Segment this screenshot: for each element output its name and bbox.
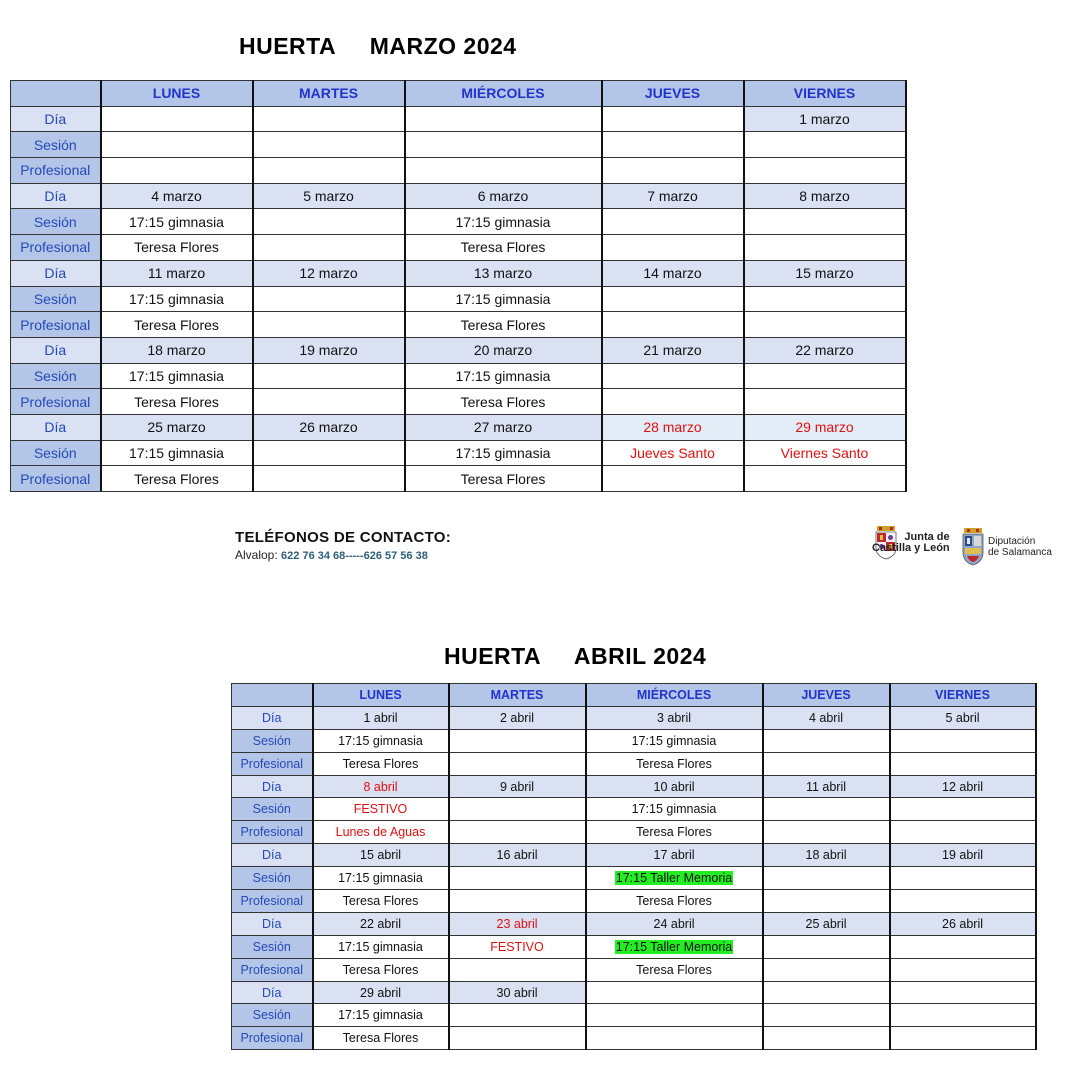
profesional-cell xyxy=(602,466,744,492)
dia-cell: 29 abril xyxy=(313,981,449,1004)
contact-block xyxy=(235,529,451,562)
profesional-row xyxy=(11,389,906,415)
row-label-dia: Día xyxy=(232,775,313,798)
sesion-cell xyxy=(890,798,1036,821)
profesional-cell: Teresa Flores xyxy=(586,752,763,775)
sesion-cell: 17:15 gimnasia xyxy=(101,363,253,389)
dia-cell: 5 marzo xyxy=(253,183,405,209)
sesion-cell xyxy=(586,1004,763,1027)
row-label-profesional: Profesional xyxy=(232,1027,313,1050)
profesional-cell xyxy=(449,890,586,913)
sesion-cell: 17:15 gimnasia xyxy=(313,729,449,752)
header-martes: MARTES xyxy=(253,81,405,107)
row-label-sesion: Sesión xyxy=(232,729,313,752)
sesion-cell xyxy=(101,132,253,158)
profesional-row xyxy=(232,1027,1036,1050)
highlighted-session: 17:15 Taller Memoria xyxy=(615,871,733,886)
dia-cell: 19 marzo xyxy=(253,337,405,363)
sesion-cell xyxy=(253,440,405,466)
dia-row xyxy=(232,912,1036,935)
dia-cell: 12 abril xyxy=(890,775,1036,798)
march-calendar-table xyxy=(10,80,907,492)
dia-cell: 15 abril xyxy=(313,844,449,867)
sesion-cell: 17:15 gimnasia xyxy=(405,440,602,466)
profesional-cell xyxy=(602,158,744,184)
dia-cell: 6 marzo xyxy=(405,183,602,209)
sesion-cell: 17:15 gimnasia xyxy=(405,363,602,389)
sesion-cell: FESTIVO xyxy=(313,798,449,821)
dia-cell: 11 abril xyxy=(763,775,890,798)
profesional-cell xyxy=(763,752,890,775)
header-corner xyxy=(232,684,313,707)
sesion-cell xyxy=(744,363,906,389)
dia-cell: 13 marzo xyxy=(405,260,602,286)
profesional-row xyxy=(11,158,906,184)
profesional-cell: Teresa Flores xyxy=(313,1027,449,1050)
profesional-cell xyxy=(602,235,744,261)
april-calendar-table xyxy=(231,683,1037,1050)
sesion-cell xyxy=(449,867,586,890)
march-title: HUERTA MARZO 2024 xyxy=(239,33,517,59)
dia-cell: 26 abril xyxy=(890,912,1036,935)
dia-cell: 14 marzo xyxy=(602,260,744,286)
dip-line1: Diputación xyxy=(988,536,1036,547)
dia-cell: 3 abril xyxy=(586,706,763,729)
row-label-dia: Día xyxy=(11,414,101,440)
dia-row xyxy=(11,337,906,363)
sesion-cell: FESTIVO xyxy=(449,935,586,958)
dia-cell: 30 abril xyxy=(449,981,586,1004)
profesional-cell: Teresa Flores xyxy=(101,389,253,415)
dia-cell: 2 abril xyxy=(449,706,586,729)
profesional-cell xyxy=(744,466,906,492)
profesional-cell xyxy=(763,821,890,844)
logo-junta-castilla-leon xyxy=(873,526,950,560)
contact-separator: ----- xyxy=(345,550,364,562)
sesion-cell xyxy=(744,286,906,312)
sesion-row xyxy=(11,132,906,158)
sesion-row xyxy=(232,798,1036,821)
dia-cell xyxy=(253,106,405,132)
sesion-cell: 17:15 gimnasia xyxy=(101,286,253,312)
sesion-cell: 17:15 gimnasia xyxy=(101,209,253,235)
header-martes: MARTES xyxy=(449,684,586,707)
dip-line2: de Salamanca xyxy=(988,547,1052,558)
dia-cell: 18 abril xyxy=(763,844,890,867)
header-jueves: JUEVES xyxy=(763,684,890,707)
sesion-cell xyxy=(763,1004,890,1027)
profesional-cell: Teresa Flores xyxy=(405,466,602,492)
sesion-cell: 17:15 gimnasia xyxy=(586,798,763,821)
row-label-dia: Día xyxy=(232,981,313,1004)
row-label-sesion: Sesión xyxy=(11,132,101,158)
sesion-cell xyxy=(890,935,1036,958)
sesion-row xyxy=(11,440,906,466)
sesion-row xyxy=(232,1004,1036,1027)
profesional-cell xyxy=(449,958,586,981)
dia-cell: 4 abril xyxy=(763,706,890,729)
sesion-cell xyxy=(602,132,744,158)
row-label-profesional: Profesional xyxy=(232,821,313,844)
contact-label: TELÉFONOS DE CONTACTO: xyxy=(235,529,452,546)
sesion-row xyxy=(232,729,1036,752)
profesional-cell xyxy=(890,958,1036,981)
row-label-dia: Día xyxy=(232,844,313,867)
profesional-row xyxy=(11,466,906,492)
row-label-dia: Día xyxy=(232,706,313,729)
profesional-cell xyxy=(744,158,906,184)
dia-row xyxy=(11,106,906,132)
profesional-cell xyxy=(890,1027,1036,1050)
profesional-cell xyxy=(449,752,586,775)
dia-cell: 18 marzo xyxy=(101,337,253,363)
dia-row xyxy=(232,844,1036,867)
row-label-dia: Día xyxy=(11,260,101,286)
profesional-cell: Teresa Flores xyxy=(313,752,449,775)
sesion-cell xyxy=(253,286,405,312)
row-label-sesion: Sesión xyxy=(11,363,101,389)
profesional-cell xyxy=(253,466,405,492)
row-label-sesion: Sesión xyxy=(232,1004,313,1027)
profesional-cell xyxy=(253,389,405,415)
sesion-row xyxy=(232,867,1036,890)
sesion-cell xyxy=(890,729,1036,752)
row-label-profesional: Profesional xyxy=(11,312,101,338)
sesion-cell xyxy=(449,1004,586,1027)
dia-cell: 20 marzo xyxy=(405,337,602,363)
contact-line xyxy=(235,548,451,562)
shield-diputacion-icon xyxy=(961,528,985,566)
profesional-row xyxy=(232,821,1036,844)
row-label-dia: Día xyxy=(11,183,101,209)
profesional-cell xyxy=(763,1027,890,1050)
row-label-sesion: Sesión xyxy=(11,440,101,466)
april-title: HUERTA ABRIL 2024 xyxy=(444,643,707,669)
profesional-cell: Teresa Flores xyxy=(101,235,253,261)
dia-cell xyxy=(890,981,1036,1004)
sesion-cell: 17:15 gimnasia xyxy=(405,209,602,235)
sesion-cell xyxy=(744,209,906,235)
row-label-profesional: Profesional xyxy=(11,158,101,184)
row-label-sesion: Sesión xyxy=(232,798,313,821)
dia-cell: 23 abril xyxy=(449,912,586,935)
sesion-cell: Viernes Santo xyxy=(744,440,906,466)
profesional-cell xyxy=(890,752,1036,775)
dia-cell: 8 abril xyxy=(313,775,449,798)
profesional-cell xyxy=(253,235,405,261)
sesion-cell: 17:15 gimnasia xyxy=(586,729,763,752)
header-miércoles: MIÉRCOLES xyxy=(586,684,763,707)
profesional-cell xyxy=(101,158,253,184)
profesional-cell xyxy=(602,312,744,338)
dia-cell xyxy=(405,106,602,132)
dia-cell: 5 abril xyxy=(890,706,1036,729)
row-label-dia: Día xyxy=(11,106,101,132)
profesional-cell xyxy=(763,958,890,981)
row-label-sesion: Sesión xyxy=(232,935,313,958)
logo-diputacion-salamanca xyxy=(961,528,1052,566)
profesional-row xyxy=(232,752,1036,775)
dia-cell: 24 abril xyxy=(586,912,763,935)
row-label-sesion: Sesión xyxy=(232,867,313,890)
profesional-cell xyxy=(744,312,906,338)
profesional-cell xyxy=(744,389,906,415)
sesion-cell: 17:15 gimnasia xyxy=(101,440,253,466)
profesional-cell xyxy=(449,821,586,844)
dia-cell: 9 abril xyxy=(449,775,586,798)
row-label-profesional: Profesional xyxy=(232,890,313,913)
header-viernes: VIERNES xyxy=(890,684,1036,707)
jcyl-line1: Junta de xyxy=(904,531,950,543)
dia-cell: 12 marzo xyxy=(253,260,405,286)
profesional-cell: Teresa Flores xyxy=(405,312,602,338)
jcyl-line2: Castilla y León xyxy=(872,542,950,554)
profesional-cell xyxy=(253,312,405,338)
profesional-cell xyxy=(586,1027,763,1050)
row-label-dia: Día xyxy=(232,912,313,935)
sesion-row xyxy=(11,209,906,235)
sesion-cell xyxy=(602,286,744,312)
sesion-cell xyxy=(449,798,586,821)
sesion-cell xyxy=(763,729,890,752)
row-label-dia: Día xyxy=(11,337,101,363)
header-viernes: VIERNES xyxy=(744,81,906,107)
profesional-row xyxy=(11,235,906,261)
dia-row xyxy=(11,260,906,286)
dia-cell: 7 marzo xyxy=(602,183,744,209)
header-lunes: LUNES xyxy=(313,684,449,707)
dia-cell: 22 abril xyxy=(313,912,449,935)
highlighted-session: 17:15 Taller Memoria xyxy=(615,939,733,954)
profesional-cell: Teresa Flores xyxy=(586,821,763,844)
sesion-cell xyxy=(763,867,890,890)
sesion-cell xyxy=(253,363,405,389)
dia-cell: 22 marzo xyxy=(744,337,906,363)
sesion-row xyxy=(232,935,1036,958)
sesion-cell xyxy=(890,867,1036,890)
dia-cell: 1 abril xyxy=(313,706,449,729)
profesional-cell: Teresa Flores xyxy=(586,958,763,981)
dia-cell: 17 abril xyxy=(586,844,763,867)
profesional-cell xyxy=(890,890,1036,913)
sesion-cell xyxy=(405,132,602,158)
row-label-profesional: Profesional xyxy=(11,389,101,415)
sesion-cell xyxy=(602,209,744,235)
dia-cell: 11 marzo xyxy=(101,260,253,286)
profesional-cell: Lunes de Aguas xyxy=(313,821,449,844)
profesional-row xyxy=(232,890,1036,913)
march-table-bottom-rule xyxy=(10,491,155,492)
dia-row xyxy=(11,183,906,209)
dia-cell: 26 marzo xyxy=(253,414,405,440)
sesion-row xyxy=(11,286,906,312)
profesional-cell xyxy=(405,158,602,184)
header-corner xyxy=(11,81,101,107)
header-miércoles: MIÉRCOLES xyxy=(405,81,602,107)
row-label-profesional: Profesional xyxy=(11,466,101,492)
dia-cell: 19 abril xyxy=(890,844,1036,867)
dia-cell: 28 marzo xyxy=(602,414,744,440)
profesional-cell: Teresa Flores xyxy=(313,958,449,981)
contact-phone-2[interactable]: 626 57 56 38 xyxy=(363,550,428,562)
profesional-cell: Teresa Flores xyxy=(586,890,763,913)
sesion-cell: 17:15 gimnasia xyxy=(313,867,449,890)
row-label-profesional: Profesional xyxy=(11,235,101,261)
profesional-cell: Teresa Flores xyxy=(101,466,253,492)
sesion-cell xyxy=(253,132,405,158)
dia-row xyxy=(232,775,1036,798)
dia-cell: 8 marzo xyxy=(744,183,906,209)
dia-cell: 21 marzo xyxy=(602,337,744,363)
sesion-cell xyxy=(744,132,906,158)
dia-row xyxy=(232,706,1036,729)
sesion-cell xyxy=(586,867,763,890)
sesion-cell xyxy=(890,1004,1036,1027)
dia-cell: 25 abril xyxy=(763,912,890,935)
profesional-row xyxy=(232,958,1036,981)
sesion-cell xyxy=(602,363,744,389)
sesion-cell xyxy=(763,935,890,958)
profesional-cell xyxy=(744,235,906,261)
profesional-cell: Teresa Flores xyxy=(101,312,253,338)
profesional-cell xyxy=(763,890,890,913)
dia-cell: 10 abril xyxy=(586,775,763,798)
sesion-cell: 17:15 gimnasia xyxy=(405,286,602,312)
dia-cell: 4 marzo xyxy=(101,183,253,209)
row-label-profesional: Profesional xyxy=(232,958,313,981)
dia-cell xyxy=(101,106,253,132)
sesion-cell: 17:15 gimnasia xyxy=(313,1004,449,1027)
dia-cell xyxy=(586,981,763,1004)
dia-cell xyxy=(602,106,744,132)
sesion-cell xyxy=(586,935,763,958)
sesion-cell: Jueves Santo xyxy=(602,440,744,466)
sesion-row xyxy=(11,363,906,389)
dia-cell: 15 marzo xyxy=(744,260,906,286)
sesion-cell xyxy=(763,798,890,821)
dia-cell: 16 abril xyxy=(449,844,586,867)
row-label-sesion: Sesión xyxy=(11,209,101,235)
profesional-cell: Teresa Flores xyxy=(313,890,449,913)
profesional-cell: Teresa Flores xyxy=(405,235,602,261)
row-label-profesional: Profesional xyxy=(232,752,313,775)
dia-row xyxy=(11,414,906,440)
sesion-cell xyxy=(449,729,586,752)
header-jueves: JUEVES xyxy=(602,81,744,107)
contact-org: Alvalop: xyxy=(235,548,278,562)
profesional-cell: Teresa Flores xyxy=(405,389,602,415)
dia-cell: 27 marzo xyxy=(405,414,602,440)
dia-cell: 29 marzo xyxy=(744,414,906,440)
dia-cell xyxy=(763,981,890,1004)
dia-cell: 25 marzo xyxy=(101,414,253,440)
profesional-cell xyxy=(449,1027,586,1050)
header-lunes: LUNES xyxy=(101,81,253,107)
sesion-cell: 17:15 gimnasia xyxy=(313,935,449,958)
dia-cell: 1 marzo xyxy=(744,106,906,132)
header-row xyxy=(232,684,1036,707)
contact-phone-1[interactable]: 622 76 34 68 xyxy=(281,550,346,562)
profesional-cell xyxy=(253,158,405,184)
profesional-cell xyxy=(890,821,1036,844)
profesional-cell xyxy=(602,389,744,415)
profesional-row xyxy=(11,312,906,338)
row-label-sesion: Sesión xyxy=(11,286,101,312)
sesion-cell xyxy=(253,209,405,235)
header-row xyxy=(11,81,906,107)
dia-row xyxy=(232,981,1036,1004)
